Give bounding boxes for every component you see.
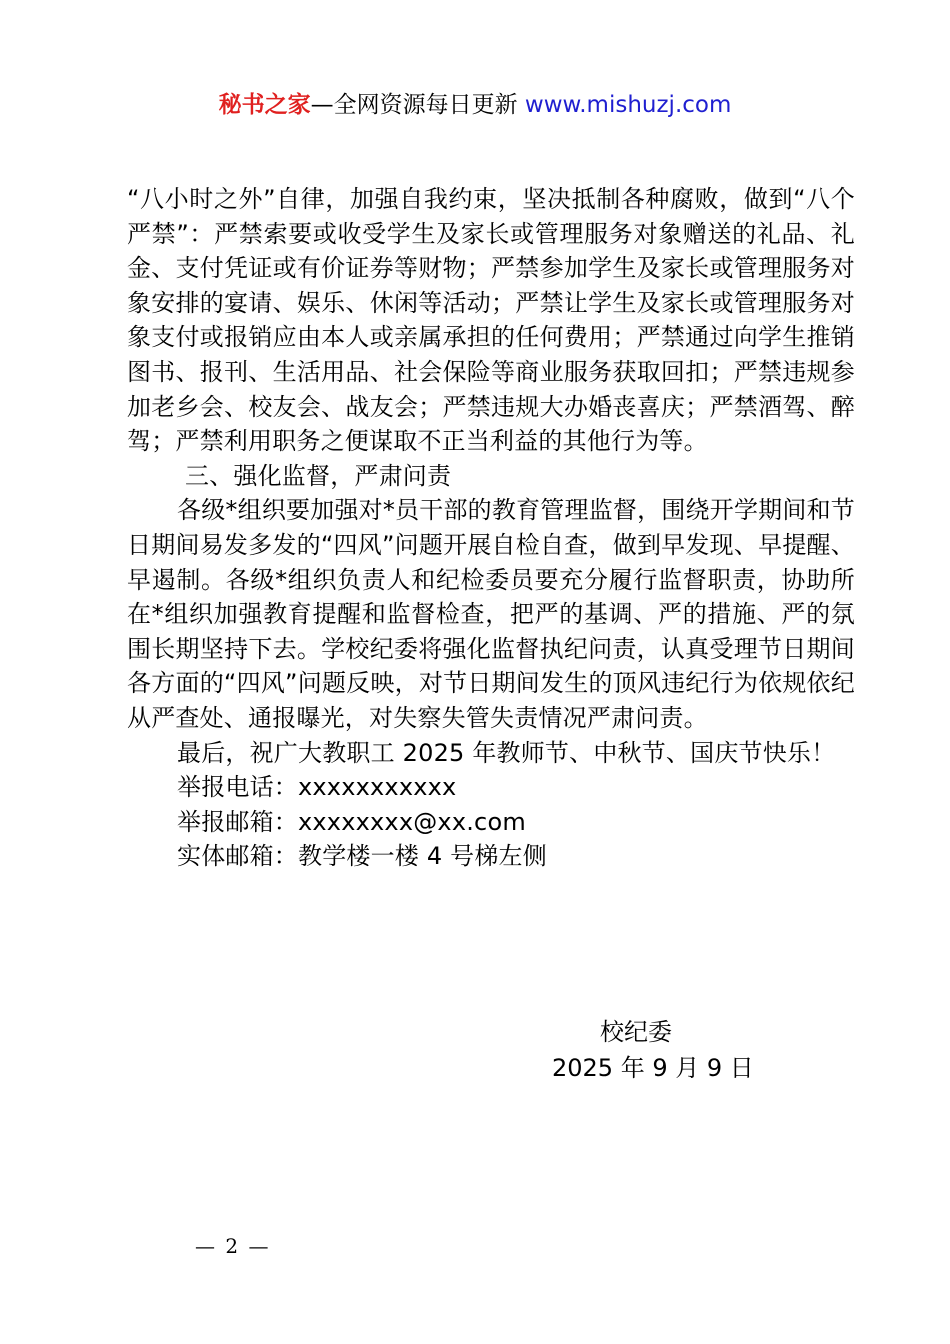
signature-date: 2025 年 9 月 9 日 bbox=[552, 1054, 754, 1082]
document-body bbox=[127, 182, 855, 874]
site-url-link[interactable]: www.mishuzj.com bbox=[524, 92, 732, 118]
signature-org: 校纪委 bbox=[600, 1018, 672, 1046]
paragraph-eight-prohibitions: “八小时之外”自律，加强自我约束，坚决抵制各种腐败，做到“八个严禁”：严禁索要或收受学生及家长或管理服务对象赠送的礼品、礼金、支付凭证或有价证券等财物；严禁参加学生及家长或管理服务对象安排的宴请、娱乐、休闲等活动；严禁让学生及家长或管理服务对象支付或报销应由本人或亲属承担的任何费用；严禁通过向学生推销图书、报刊、生活用品、社会保险等商业服务获取回扣；严禁违规参加老乡会、校友会、战友会；严禁违规大办婚丧喜庆；严禁酒驾、醉驾；严禁利用职务之便谋取不正当利益的其他行为等。 bbox=[127, 185, 855, 456]
paragraph-greeting: 最后，祝广大教职工 2025 年教师节、中秋节、国庆节快乐！ bbox=[177, 738, 836, 767]
site-brand: 秘书之家 bbox=[218, 92, 311, 118]
report-email: 举报邮箱：xxxxxxxx@xx.com bbox=[177, 807, 526, 836]
report-mailbox: 实体邮箱：教学楼一楼 4 号梯左侧 bbox=[177, 842, 547, 871]
site-header bbox=[0, 88, 950, 122]
section-heading-3: 三、强化监督，严肃问责 bbox=[185, 461, 452, 490]
page-number: — 2 — bbox=[195, 1234, 271, 1258]
report-phone: 举报电话：xxxxxxxxxxx bbox=[177, 773, 457, 802]
site-tagline: —全网资源每日更新 bbox=[310, 92, 525, 118]
paragraph-supervision: 各级*组织要加强对*员干部的教育管理监督，围绕开学期间和节日期间易发多发的“四风”问题开展自检自查，做到早发现、早提醒、早遏制。各级*组织负责人和纪检委员要充分履行监督职责，协助所在*组织加强教育提醒和监督检查，把严的基调、严的措施、严的氛围长期坚持下去。学校纪委将强化监督执纪问责，认真受理节日期间各方面的“四风”问题反映，对节日期间发生的顶风违纪行为依规依纪从严查处、通报曝光，对失察失管失责情况严肃问责。 bbox=[127, 496, 855, 732]
